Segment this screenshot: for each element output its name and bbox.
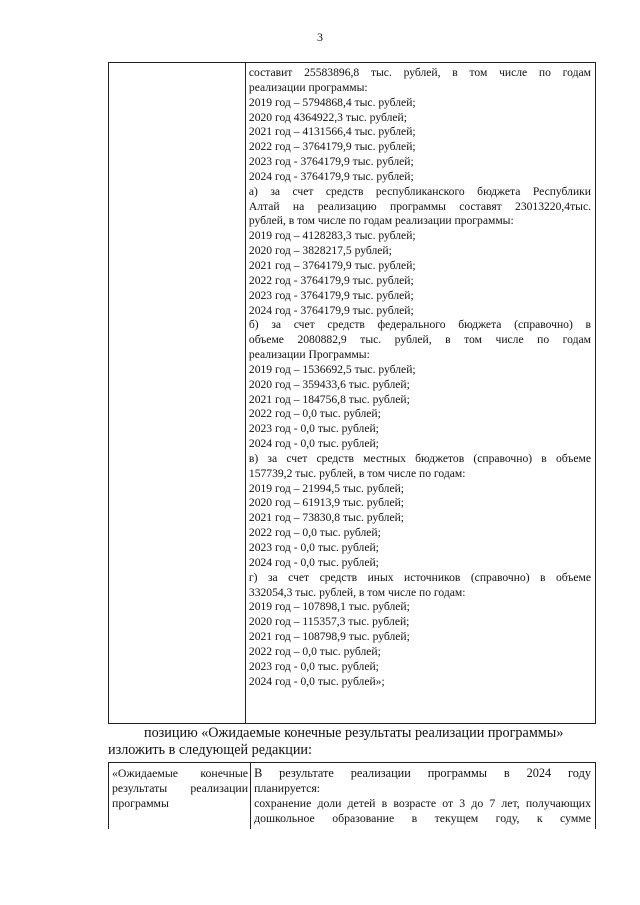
text-line: планируется: [254, 781, 321, 795]
text-line: 332054,3 тыс. рублей, в том числе по годам: [248, 585, 466, 599]
text-line: 2023 год - 3764179,9 тыс. рублей; [248, 288, 414, 302]
page-blank-area [108, 829, 597, 905]
text-line: сохранение доли детей в возрасте от 3 до 7 лет, получающих [254, 796, 591, 810]
text-line: «Ожидаемые конечные [112, 766, 249, 780]
table-row [109, 63, 596, 724]
text-line: объеме 2080882,9 тыс. рублей, в том числе по годам [248, 333, 591, 347]
instruction-line-1: позицию «Ожидаемые конечные результаты реализации программы» [144, 725, 564, 741]
text-line: 2024 год - 0,0 тыс. рублей; [248, 555, 379, 569]
text-line: 2019 год – 21994,5 тыс. рублей; [248, 481, 405, 495]
text-line: 2022 год – 0,0 тыс. рублей; [248, 644, 381, 658]
text-line: реализации Программы: [248, 348, 370, 362]
text-line: составит 25583896,8 тыс. рублей, в том числе по годам [248, 66, 591, 79]
text-line: 2022 год – 3764179,9 тыс. рублей; [248, 140, 416, 154]
text-line: 2021 год – 3764179,9 тыс. рублей; [248, 258, 416, 272]
text-line: 2022 год - 3764179,9 тыс. рублей; [248, 273, 414, 287]
text-line: 2021 год – 184756,8 тыс. рублей; [248, 392, 410, 406]
text-line: 157739,2 тыс. рублей, в том числе по годам: [248, 466, 466, 480]
text-line: 2024 год - 3764179,9 тыс. рублей; [248, 169, 414, 183]
text-line: 2019 год – 107898,1 тыс. рублей; [248, 600, 410, 614]
text-line: 2022 год – 0,0 тыс. рублей; [248, 526, 381, 540]
text-line: 2023 год - 3764179,9 тыс. рублей; [248, 155, 414, 169]
text-line: 2021 год – 4131566,4 тыс. рублей; [248, 125, 416, 139]
text-line: результаты реализации [112, 781, 249, 795]
text-line: 2024 год - 0,0 тыс. рублей»; [248, 674, 385, 688]
text-line: 2020 год – 61913,9 тыс. рублей; [248, 496, 405, 510]
text-line: 2019 год – 4128283,3 тыс. рублей; [248, 229, 416, 243]
text-line: 2019 год – 5794868,4 тыс. рублей; [248, 95, 416, 109]
text-line: 2020 год 4364922,3 тыс. рублей; [248, 110, 407, 124]
text-line: 2020 год – 115357,3 тыс. рублей; [248, 615, 410, 629]
text-line: 2021 год – 73830,8 тыс. рублей; [248, 511, 405, 525]
text-line: 2023 год - 0,0 тыс. рублей; [248, 659, 379, 673]
text-line: программы [112, 796, 169, 810]
text-line: В результате реализации программы в 2024 году [254, 766, 591, 780]
text-line: 2023 год - 0,0 тыс. рублей; [248, 541, 379, 554]
page-number: 3 [317, 30, 323, 44]
text-line: в) за счет средств местных бюджетов (справочно) в объеме [248, 451, 591, 465]
text-line: б) за счет средств федерального бюджета (справочно) в [248, 318, 591, 332]
text-line: рублей, в том числе по годам реализации программы: [248, 214, 514, 228]
text-line: г) за счет средств иных источников (справочно) в объеме [248, 570, 591, 584]
results-label-lines [112, 766, 248, 811]
text-line: реализации программы: [248, 80, 368, 94]
text-line: дошкольное образование в текущем году, к сумме [254, 811, 591, 825]
text-line: Алтай на реализацию программы составят 23013220,4тыс. [248, 199, 591, 213]
text-line: 2019 год – 1536692,5 тыс. рублей; [248, 362, 416, 376]
text-line: 2024 год - 0,0 тыс. рублей; [248, 437, 379, 451]
finance-lines [249, 66, 591, 689]
text-line: 2020 год – 359433,6 тыс. рублей; [248, 377, 410, 391]
finance-cell [245, 63, 595, 724]
text-line: 2023 год - 0,0 тыс. рублей; [248, 422, 379, 436]
text-line: 2024 год - 3764179,9 тыс. рублей; [248, 303, 414, 317]
text-line: а) за счет средств республиканского бюджета Республики [248, 184, 591, 198]
text-line: 2022 год – 0,0 тыс. рублей; [248, 407, 381, 421]
finance-table [108, 62, 596, 724]
text-line: 2020 год – 3828217,5 рублей; [248, 244, 392, 258]
table-cell-empty [109, 63, 246, 724]
instruction-line-2: изложить в следующей редакции: [108, 742, 312, 758]
text-line: 2021 год – 108798,9 тыс. рублей; [248, 630, 410, 644]
